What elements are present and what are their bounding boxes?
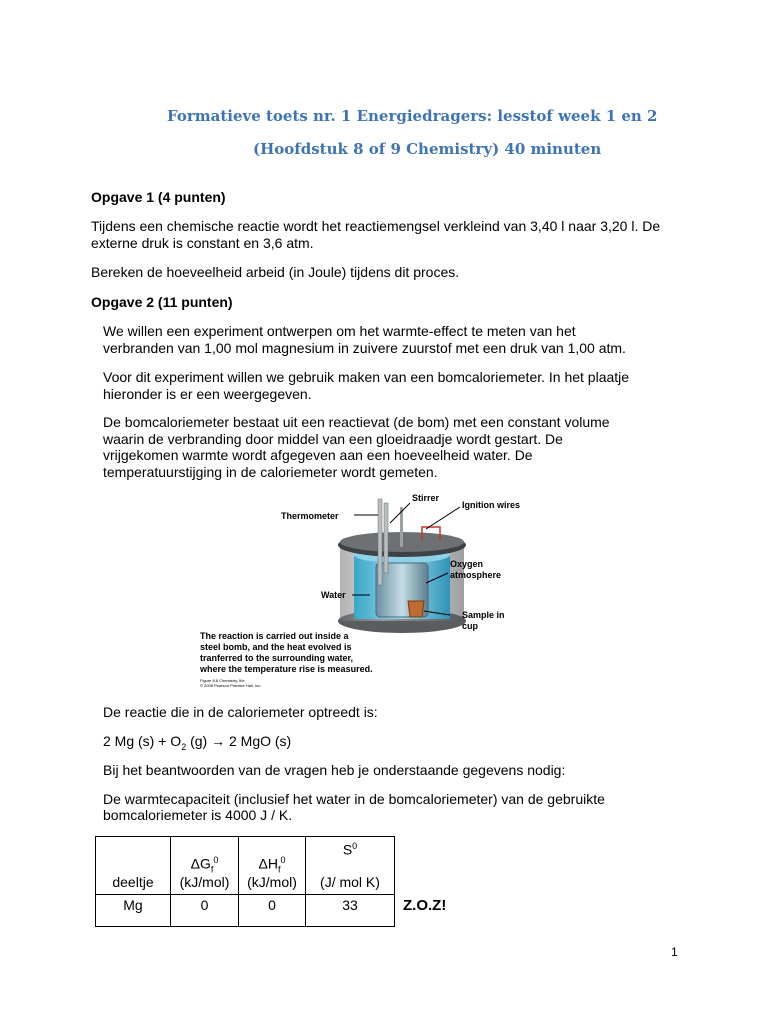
header-deeltje: deeltje: [96, 837, 171, 895]
table-header-row: [96, 837, 395, 895]
label-sample-line2: cup: [462, 621, 479, 631]
opgave2-para1-line2: verbranden van 1,00 mol magnesium in zuivere zuurstof met een druk van 1,00 atm.: [103, 340, 626, 356]
cell-s: 33: [306, 895, 395, 927]
header-s: $S^0$ (J/ mol K): [306, 837, 395, 895]
cell-dhf: 0: [239, 895, 306, 927]
label-thermometer: Thermometer: [281, 511, 339, 521]
label-ignition-wires: Ignition wires: [462, 500, 521, 510]
label-oxygen-line2: atmosphere: [450, 570, 502, 580]
thermo-data-table: [95, 836, 395, 927]
opgave2-para2-line1: Voor dit experiment willen we gebruik maken van een bomcaloriemeter. In het plaatje: [103, 369, 630, 385]
bomb-calorimeter-figure: [194, 489, 538, 691]
sample-cup: [408, 601, 424, 617]
label-water: Water: [321, 590, 346, 600]
figure-credit-line-1: Figure 8.8 Chemistry, 5/e: [200, 678, 245, 683]
opgave1-text2: Bereken de hoeveelheid arbeid (in Joule) tijdens dit proces.: [91, 264, 460, 280]
opgave2-para3-line4: temperatuurstijging in de caloriemeter wordt gemeten.: [103, 464, 438, 480]
opgave2-para2-line2: hieronder is er een weergegeven.: [103, 386, 312, 402]
reaction-equation: 2 Mg $(s) + O_2$ (g) → 2 MgO (s): [103, 733, 292, 752]
opgave1-text1-line1: Tijdens een chemische reactie wordt het reactiemengsel verkleind van 3,40 l naar 3,20 l. De: [91, 218, 661, 234]
cell-dgf: 0: [171, 895, 239, 927]
header-dhf: $\Delta H_f^0$ (kJ/mol): [239, 837, 306, 895]
caption-line-4: where the temperature rise is measured.: [200, 664, 373, 674]
data-intro: Bij het beantwoorden van de vragen heb je onderstaande gegevens nodig:: [103, 762, 566, 778]
label-oxygen-line1: Oxygen: [450, 559, 484, 569]
thermometer-shaft: [378, 499, 382, 585]
opgave2-para3-line3: vrijgekomen warmte wordt afgegeven aan een hoeveelheid water. De: [103, 447, 533, 463]
caption-line-3: tranferred to the surrounding water,: [200, 653, 354, 663]
opgave2-para1-line1: We willen een experiment ontwerpen om het warmte-effect te meten van het: [103, 323, 576, 339]
opgave2-para3-line1: De bomcaloriemeter bestaat uit een reactievat (de bom) met een constant volume: [103, 414, 610, 430]
label-stirrer: Stirrer: [412, 493, 440, 503]
opgave1-heading: Opgave 1 (4 punten): [91, 189, 226, 205]
cell-name: Mg: [96, 895, 171, 927]
label-sample-line1: Sample in: [462, 610, 505, 620]
header-dgf: $\Delta G_f^0$ (kJ/mol): [171, 837, 239, 895]
title-line-2: (Hoofdstuk 8 of 9 Chemistry) 40 minuten: [253, 140, 602, 158]
title-line-1: Formatieve toets nr. 1 Energiedragers: lesstof week 1 en 2: [167, 107, 658, 125]
reaction-arrow-icon: →: [211, 733, 226, 749]
opgave2-para3-line2: waarin de verbranding door middel van een gloeidraadje wordt gestart. De: [103, 431, 563, 447]
reaction-intro: De reactie die in de caloriemeter optreedt is:: [103, 704, 378, 720]
zoz-note: Z.O.Z!: [403, 897, 447, 914]
page-number: 1: [671, 945, 678, 959]
thermometer-shaft-2: [384, 503, 388, 573]
opgave1-text1-line2: externe druk is constant en 3,6 atm.: [91, 235, 314, 251]
opgave2-heading: Opgave 2 (11 punten): [91, 294, 233, 310]
caption-line-1: The reaction is carried out inside a: [200, 631, 349, 641]
figure-credit-line-2: © 2008 Pearson Prentice Hall, Inc.: [200, 683, 262, 688]
table-row: [96, 895, 395, 927]
caption-line-2: steel bomb, and the heat evolved is: [200, 642, 352, 652]
heatcap-line2: bomcaloriemeter is 4000 J / K.: [103, 807, 293, 823]
heatcap-line1: De warmtecapaciteit (inclusief het water in de bomcaloriemeter) van de gebruikte: [103, 791, 605, 807]
